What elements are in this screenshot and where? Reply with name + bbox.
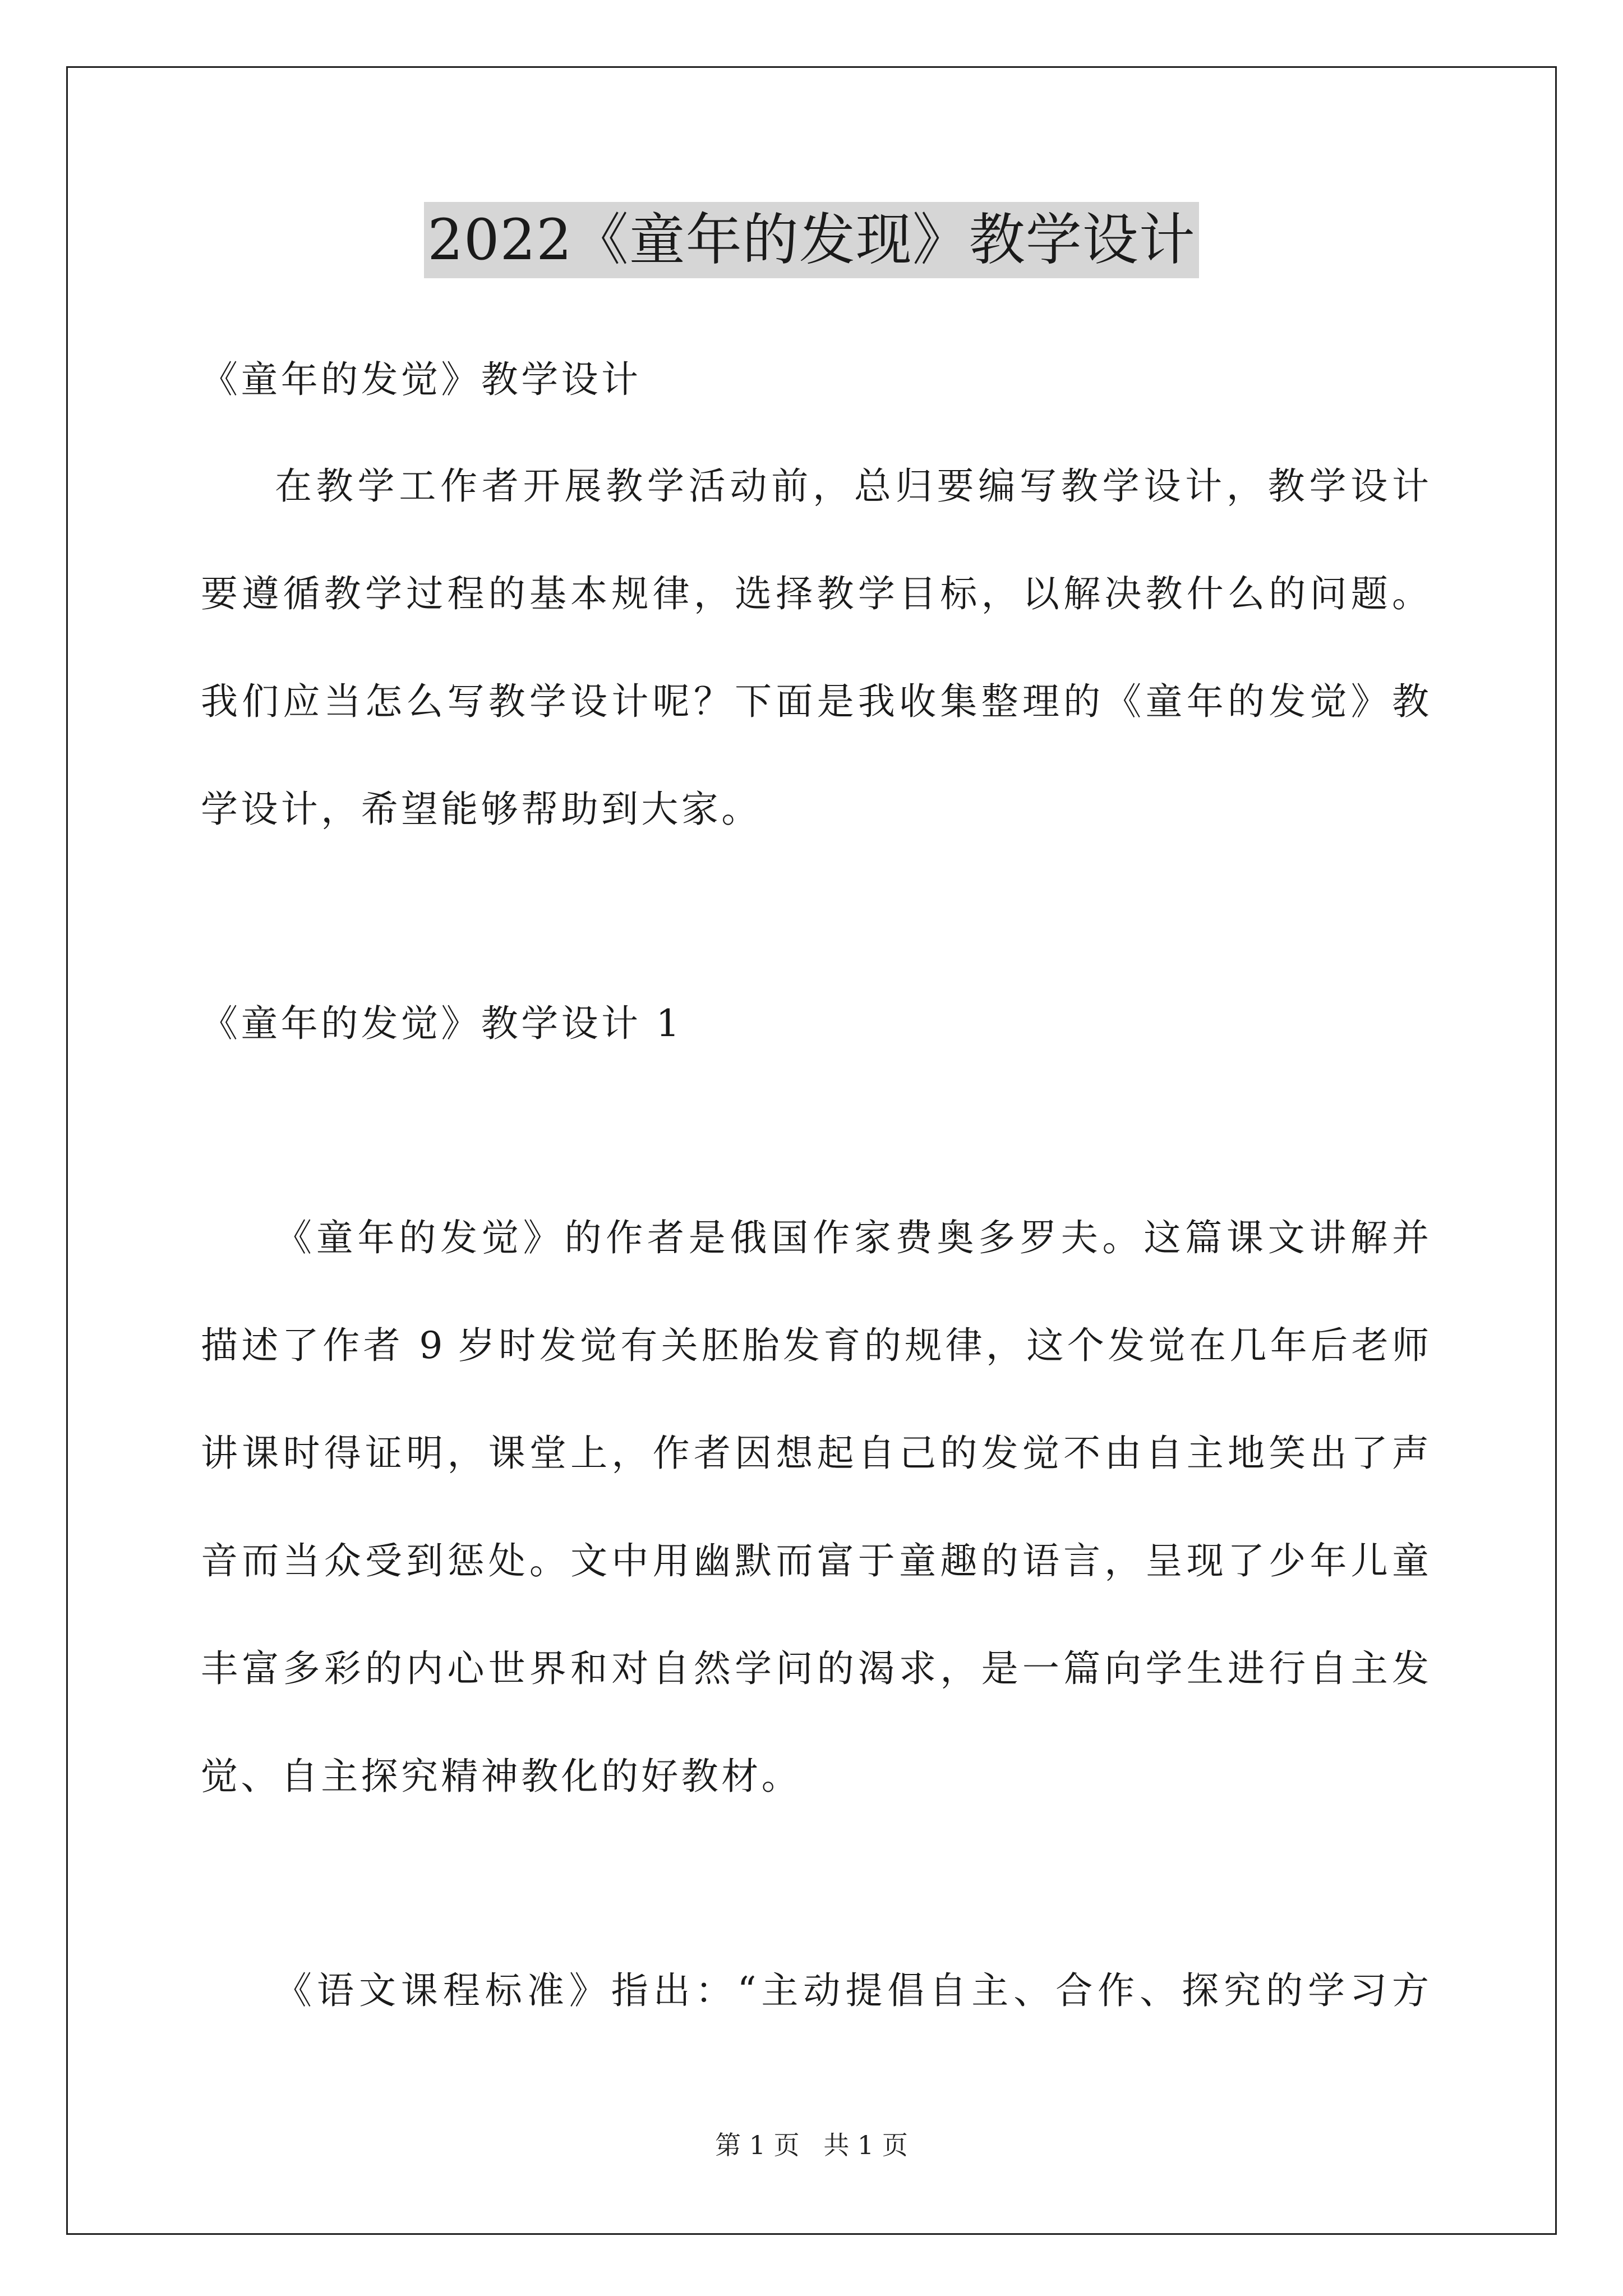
page-number-total: 共 1 页 xyxy=(823,2130,908,2160)
para1-line-5: 丰富多彩的内心世界和对自然学问的渴求，是一篇向学生进行自主发 xyxy=(201,1647,1429,1690)
para1-line-3: 讲课时得证明，课堂上，作者因想起自己的发觉不由自主地笑出了声 xyxy=(201,1432,1429,1475)
intro-line-1: 在教学工作者开展教学活动前，总归要编写教学设计，教学设计 xyxy=(275,464,1429,508)
para2-line-1: 《语文课程标准》指出：“主动提倡自主、合作、探究的学习方 xyxy=(275,1969,1429,2012)
page-number-current: 第 1 页 xyxy=(715,2130,800,2160)
page-footer xyxy=(0,2128,1623,2162)
document-title: 2022《童年的发现》教学设计 xyxy=(424,202,1199,278)
para1-line-1: 《童年的发觉》的作者是俄国作家费奥多罗夫。这篇课文讲解并 xyxy=(275,1216,1429,1259)
intro-line-4: 学设计，希望能够帮助到大家。 xyxy=(201,788,762,831)
intro-line-3: 我们应当怎么写教学设计呢？下面是我收集整理的《童年的发觉》教 xyxy=(201,680,1429,723)
section-heading: 《童年的发觉》教学设计 1 xyxy=(201,1002,683,1045)
para1-line-2: 描述了作者 9 岁时发觉有关胚胎发育的规律，这个发觉在几年后老师 xyxy=(201,1324,1429,1367)
document-subtitle: 《童年的发觉》教学设计 xyxy=(201,358,642,401)
intro-line-2: 要遵循教学过程的基本规律，选择教学目标，以解决教什么的问题。 xyxy=(201,572,1429,615)
title-container xyxy=(0,202,1623,278)
para1-line-6: 觉、自主探究精神教化的好教材。 xyxy=(201,1755,801,1798)
para1-line-4: 音而当众受到惩处。文中用幽默而富于童趣的语言，呈现了少年儿童 xyxy=(201,1539,1429,1582)
